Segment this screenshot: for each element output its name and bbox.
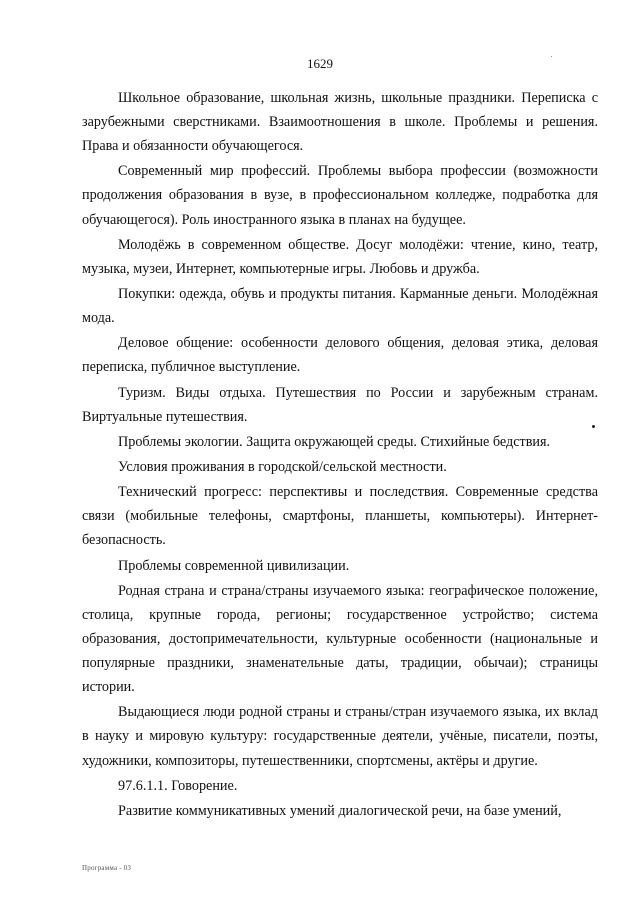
paragraph-technology: Технический прогресс: перспективы и последствия. Современные средства связи (мобильные телефоны, смартфоны, планшеты, компьютеры). Интернет-безопасность. <box>82 484 598 549</box>
paragraph-dialogue: Развитие коммуникативных умений диалогической речи, на базе умений, <box>118 802 562 819</box>
paragraph-ecology: Проблемы экологии. Защита окружающей среды. Стихийные бедствия. <box>118 433 551 450</box>
document-body <box>82 86 598 824</box>
paragraph-country: Родная страна и страна/страны изучаемого языка: географическое положение, столица, крупные города, регионы; государственное устройство; система образования, достопримечательности, культурные особенности (национальные и популярные праздники, знаменательные даты, традиции, обычаи); страницы истории. <box>82 582 598 696</box>
paragraph-professions: Современный мир профессий. Проблемы выбора профессии (возможности продолжения образования в вузе, в профессиональном колледже, подработка для обучающегося). Роль иностранного языка в планах на будущее. <box>82 163 598 228</box>
paragraph-people: Выдающиеся люди родной страны и страны/стран изучаемого языка, их вклад в науку и мировую культуру: государственные деятели, учёные, писатели, поэты, художники, композиторы, путешественники, спортсмены, актёры и другие. <box>82 704 598 769</box>
paragraph-tourism: Туризм. Виды отдыха. Путешествия по России и зарубежным странам. Виртуальные путешествия. <box>82 384 598 425</box>
paragraph-civilization: Проблемы современной цивилизации. <box>118 557 350 574</box>
scan-dot <box>551 56 552 57</box>
paragraph-school: Школьное образование, школьная жизнь, школьные праздники. Переписка с зарубежными сверстниками. Взаимоотношения в школе. Проблемы и решения. Права и обязанности обучающегося. <box>82 90 598 155</box>
paragraph-shopping: Покупки: одежда, обувь и продукты питания. Карманные деньги. Молодёжная мода. <box>82 286 598 327</box>
paragraph-youth: Молодёжь в современном обществе. Досуг молодёжи: чтение, кино, театр, музыка, музеи, Интернет, компьютерные игры. Любовь и дружба. <box>82 236 598 277</box>
section-heading-speaking: 97.6.1.1. Говорение. <box>118 777 238 794</box>
paragraph-living: Условия проживания в городской/сельской местности. <box>118 459 447 476</box>
scan-speck <box>592 425 595 428</box>
page-footer: Программа - 03 <box>82 864 132 872</box>
paragraph-business: Деловое общение: особенности делового общения, деловая этика, деловая переписка, публичное выступление. <box>82 335 598 376</box>
page-number: 1629 <box>307 56 333 71</box>
